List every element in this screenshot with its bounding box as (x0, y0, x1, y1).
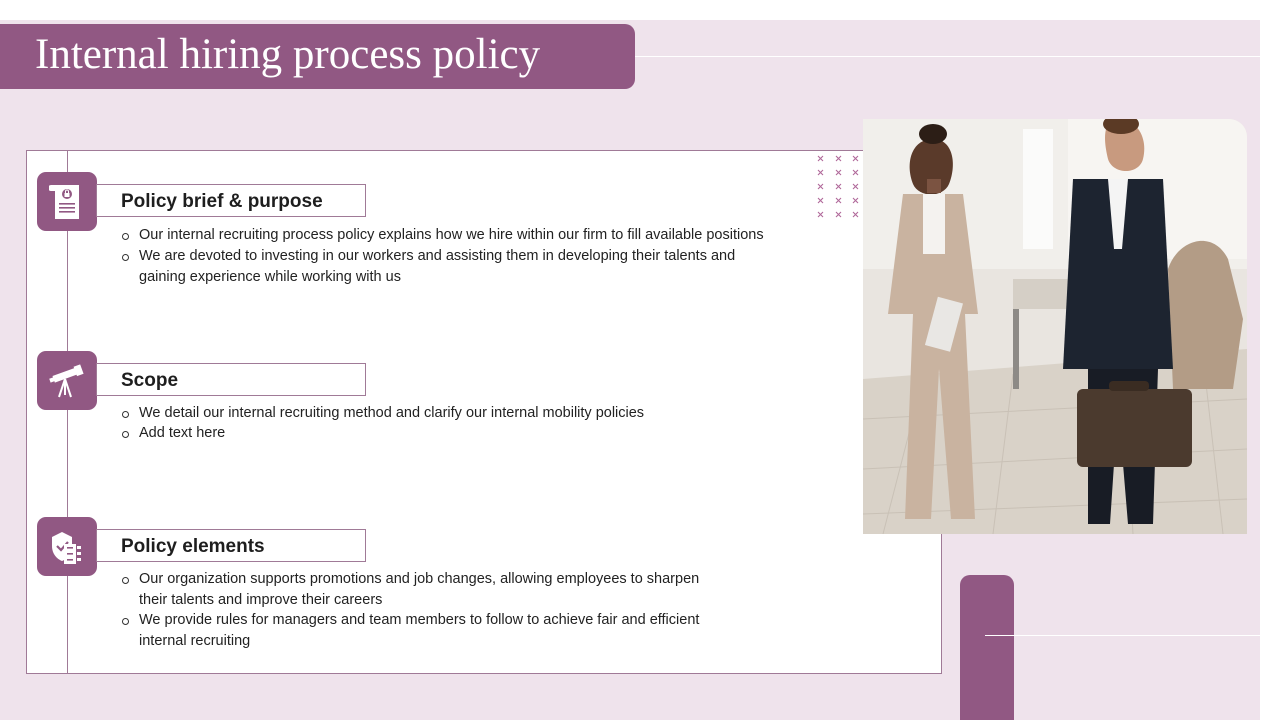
shield-checklist-icon (37, 517, 97, 576)
section-bullet-list (121, 569, 721, 651)
section-heading-box (96, 363, 366, 396)
section-bullet-list (121, 225, 771, 288)
telescope-icon (37, 351, 97, 410)
section-heading: Scope (121, 370, 179, 391)
section-heading: Policy brief & purpose (121, 191, 323, 212)
page-title: Internal hiring process policy (35, 31, 541, 78)
section-heading-box (96, 529, 366, 562)
bullet-item: We detail our internal recruiting method and clarify our internal mobility policies (121, 403, 771, 423)
bullet-item: We provide rules for managers and team members to follow to achieve fair and efficient internal recruiting (121, 610, 721, 651)
bullet-item: Our organization supports promotions and job changes, allowing employees to sharpen their talents and improve their careers (121, 569, 721, 610)
office-meeting-photo (863, 119, 1247, 534)
policy-document-icon (37, 172, 97, 231)
section-heading: Policy elements (121, 536, 265, 557)
accent-divider-line (985, 635, 1260, 636)
section-bullet-list (121, 403, 771, 443)
bullet-item: Add text here (121, 423, 771, 443)
accent-bar (960, 575, 1014, 720)
section-heading-box (96, 184, 366, 217)
title-divider-line (635, 56, 1260, 57)
bullet-item: Our internal recruiting process policy explains how we hire within our firm to fill available positions (121, 225, 771, 246)
bullet-item: We are devoted to investing in our workers and assisting them in developing their talents and gaining experience while working with us (121, 246, 771, 288)
